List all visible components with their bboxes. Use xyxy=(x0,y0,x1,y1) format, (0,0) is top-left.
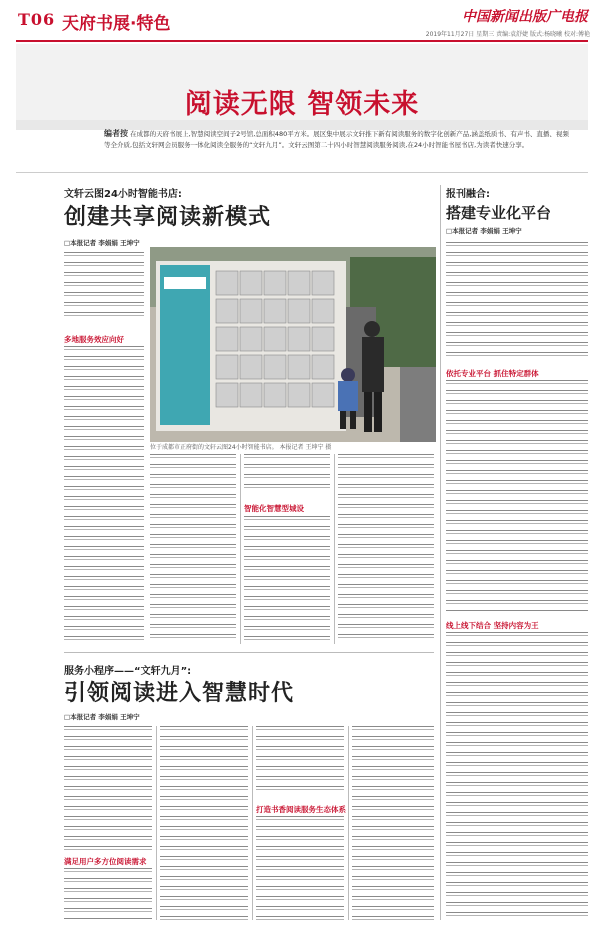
page-number: T06 xyxy=(18,10,56,29)
divider xyxy=(64,652,434,653)
column-divider xyxy=(440,185,441,920)
newspaper-masthead: 中国新闻出版广电报 xyxy=(462,9,588,25)
photo-caption: 位于成都市正府街的文轩云图24小时智能书店。 本报记者 王坤宁 摄 xyxy=(150,444,332,451)
article1-kicker: 文轩云图24小时智能书店: xyxy=(64,189,182,200)
banner-title: 阅读无限 智领未来 xyxy=(184,89,420,120)
editor-note-label: 编者按 xyxy=(104,129,128,138)
article3-body-text xyxy=(64,868,152,920)
article3-title: 引领阅读进入智慧时代 xyxy=(64,680,295,706)
column-divider xyxy=(252,726,253,920)
column-divider xyxy=(334,454,335,644)
article1-body-text xyxy=(338,454,434,644)
article1-body-text xyxy=(150,454,236,644)
section-title: 天府书展·特色 xyxy=(62,14,171,34)
article1-byline: □本报记者 李娟娟 王坤宁 xyxy=(64,239,140,247)
article2-subhead-1: 依托专业平台 抓住特定群体 xyxy=(446,369,539,378)
article3-body-text xyxy=(352,726,434,920)
column-divider xyxy=(348,726,349,920)
article3-body-text xyxy=(256,726,344,796)
article1-body-text xyxy=(64,252,144,322)
article1-title: 创建共享阅读新模式 xyxy=(64,204,272,230)
header-rule xyxy=(16,40,588,42)
article1-body-text xyxy=(244,516,330,644)
article3-subhead-1: 满足用户多方位阅读需求 xyxy=(64,857,147,866)
article3-body-text xyxy=(256,816,344,920)
editor-note-text: 在成都的天府书展上,智慧阅读空间子2号馆,总面积480平方米。展区集中展示文轩推下新有阅读服务的数字化创新产品,涵盖纸质书、有声书、直播、视频等全介质,包括文轩网会员服务一体化阅读全服务的“文轩九月”。文轩云图第二十四小时智慧阅读服务阅读,在24小时智能书屋书店,为读者快速分享。 xyxy=(104,130,569,149)
article3-byline: □本报记者 李娟娟 王坤宁 xyxy=(64,713,140,721)
article2-body-text xyxy=(446,632,588,920)
article1-subhead-1: 多地服务效应向好 xyxy=(64,335,124,344)
article1-subhead-2: 智能化智慧型城设 xyxy=(244,504,304,513)
photo-bookstore xyxy=(150,247,436,442)
banner xyxy=(16,44,588,130)
article3-body-text xyxy=(64,726,152,850)
editor-note xyxy=(104,128,574,168)
article3-body-text xyxy=(160,726,248,920)
column-divider xyxy=(156,726,157,920)
article2-subhead-2: 线上线下结合 坚持内容为王 xyxy=(446,621,539,630)
article2-body-text xyxy=(446,380,588,612)
article2-byline: □本报记者 李娟娟 王坤宁 xyxy=(446,227,522,235)
article2-body-text xyxy=(446,242,588,360)
article1-body-text xyxy=(244,454,330,494)
article1-body-text xyxy=(64,346,144,642)
divider xyxy=(16,172,588,173)
article2-kicker: 报刊融合: xyxy=(446,189,490,200)
article3-subhead-2: 打造书香阅读服务生态体系 xyxy=(256,805,346,814)
date-line: 2019年11月27日 星期三 责编:袁舒婕 版式:杨晓曦 校对:傅艳 xyxy=(425,31,590,38)
article2-title: 搭建专业化平台 xyxy=(446,204,552,222)
column-divider xyxy=(240,454,241,644)
article3-kicker: 服务小程序——“文轩九月”: xyxy=(64,666,192,677)
bookstore-photo-icon xyxy=(150,247,436,442)
